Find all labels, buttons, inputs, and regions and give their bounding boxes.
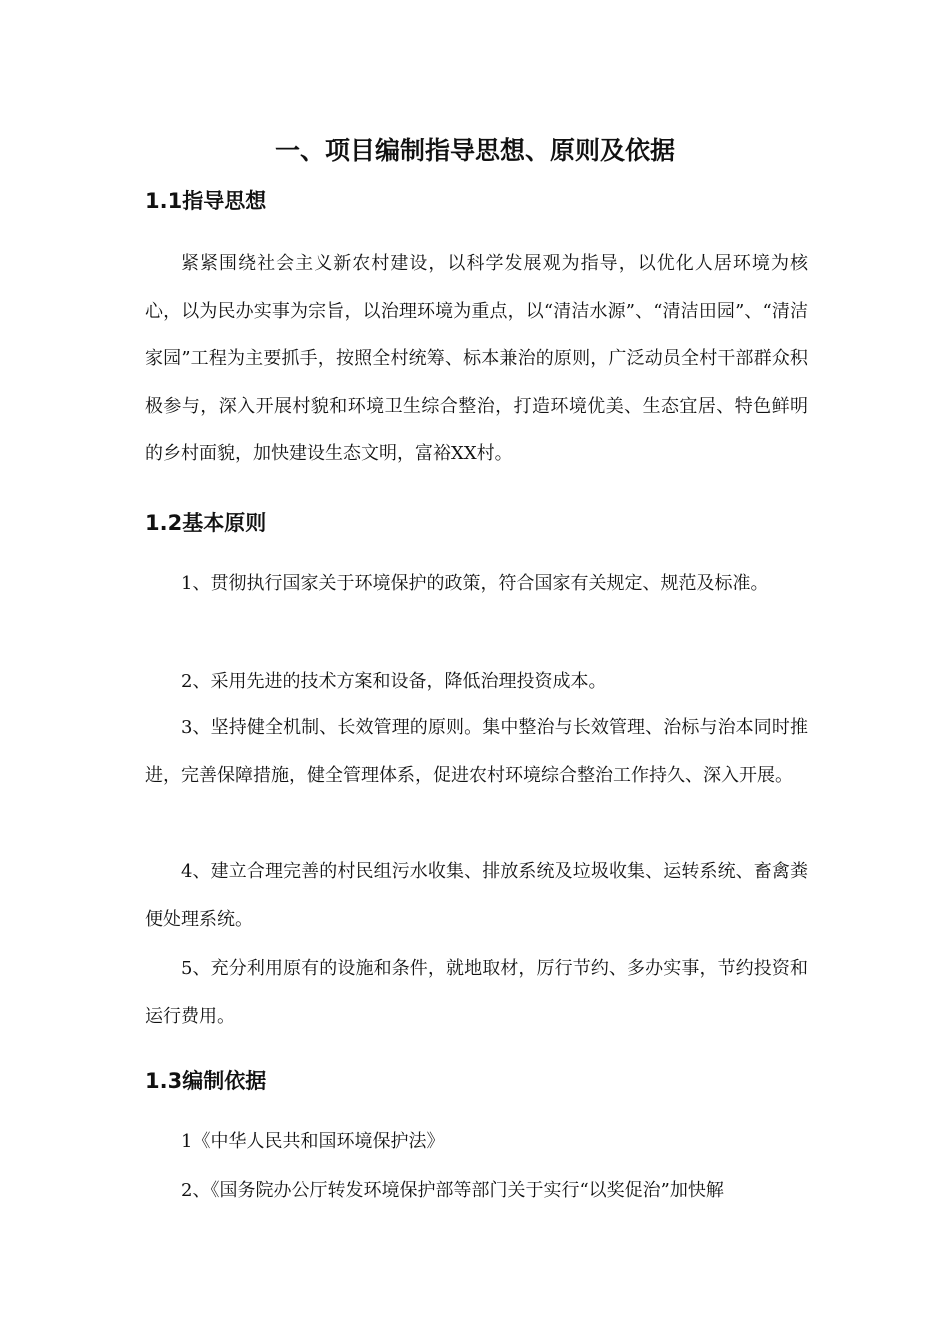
principle-item-5: 5、充分利用原有的设施和条件，就地取材，厉行节约、多办实事，节约投资和运行费用。 xyxy=(145,958,808,1027)
section-heading-guiding-thought: 1.1指导思想 xyxy=(145,189,267,213)
principle-item-4: 4、建立合理完善的村民组污水收集、排放系统及垃圾收集、运转系统、畜禽粪便处理系统。 xyxy=(145,861,808,930)
document-title: 一、项目编制指导思想、原则及依据 xyxy=(274,136,675,165)
paragraph-guiding-thought: 紧紧围绕社会主义新农村建设，以科学发展观为指导，以优化人居环境为核心，以为民办实事为宗旨，以治理环境为重点，以“清洁水源”、“清洁田园”、“清洁家园”工程为主要抓手，按照全村统筹、标本兼治的原则，广泛动员全村干部群众积极参与，深入开展村貌和环境卫生综合整治，打造环境优美、生态宜居、特色鲜明的乡村面貌，加快建设生态文明，富裕XX村。 xyxy=(145,253,808,465)
principle-item-1: 1、贯彻执行国家关于环境保护的政策，符合国家有关规定、规范及标准。 xyxy=(181,573,769,594)
principle-item-2: 2、采用先进的技术方案和设备，降低治理投资成本。 xyxy=(181,671,607,692)
section-heading-compilation-basis: 1.3编制依据 xyxy=(145,1069,267,1093)
basis-item-2: 2、《国务院办公厅转发环境保护部等部门关于实行“以奖促治”加快解 xyxy=(181,1180,724,1201)
principle-item-3: 3、坚持健全机制、长效管理的原则。集中整治与长效管理、治标与治本同时推进，完善保障措施，健全管理体系，促进农村环境综合整治工作持久、深入开展。 xyxy=(145,717,808,786)
basis-item-1: 1《中华人民共和国环境保护法》 xyxy=(181,1131,445,1152)
section-heading-basic-principles: 1.2基本原则 xyxy=(145,511,267,535)
